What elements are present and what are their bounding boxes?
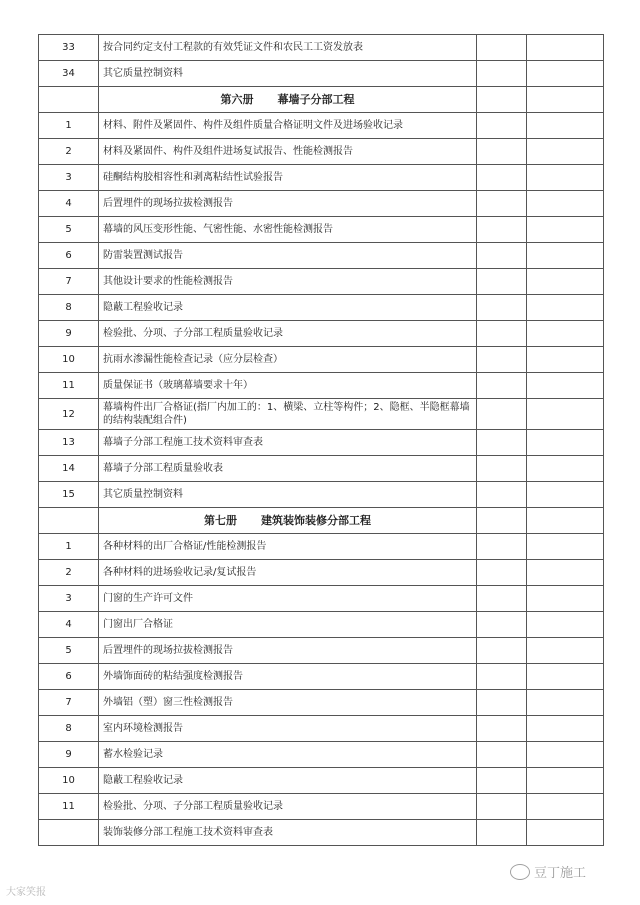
row-number: 2 xyxy=(39,560,99,586)
row-empty-cell xyxy=(527,430,604,456)
row-description: 各种材料的进场验收记录/复试报告 xyxy=(99,560,477,586)
row-number: 14 xyxy=(39,456,99,482)
row-empty-cell xyxy=(477,139,527,165)
row-description: 装饰装修分部工程施工技术资料审查表 xyxy=(99,820,477,846)
section-num-cell xyxy=(39,508,99,534)
table-row xyxy=(39,586,604,612)
row-number: 5 xyxy=(39,638,99,664)
row-description: 幕墙构件出厂合格证(指厂内加工的：1、横梁、立柱等构件；2、隐框、半隐框幕墙的结构装配组合件) xyxy=(99,399,477,430)
row-empty-cell xyxy=(477,612,527,638)
row-description: 室内环境检测报告 xyxy=(99,716,477,742)
row-number: 1 xyxy=(39,534,99,560)
row-description: 防雷装置测试报告 xyxy=(99,243,477,269)
row-empty-cell xyxy=(527,217,604,243)
row-empty-cell xyxy=(477,820,527,846)
row-empty-cell xyxy=(527,820,604,846)
row-empty-cell xyxy=(477,295,527,321)
row-description: 隐蔽工程验收记录 xyxy=(99,295,477,321)
row-number: 3 xyxy=(39,165,99,191)
watermark-right-text: 豆丁施工 xyxy=(534,866,587,881)
section-empty-cell xyxy=(527,87,604,113)
row-empty-cell xyxy=(527,690,604,716)
row-number: 9 xyxy=(39,742,99,768)
row-empty-cell xyxy=(527,534,604,560)
row-description: 按合同约定支付工程款的有效凭证文件和农民工工资发放表 xyxy=(99,35,477,61)
row-description: 其他设计要求的性能检测报告 xyxy=(99,269,477,295)
row-empty-cell xyxy=(527,716,604,742)
row-empty-cell xyxy=(477,456,527,482)
row-description: 幕墙子分部工程施工技术资料审查表 xyxy=(99,430,477,456)
section-title-cell xyxy=(99,87,477,113)
table-row xyxy=(39,820,604,846)
row-number: 1 xyxy=(39,113,99,139)
row-empty-cell xyxy=(527,61,604,87)
table-row xyxy=(39,768,604,794)
row-number: 4 xyxy=(39,612,99,638)
row-description: 检验批、分项、子分部工程质量验收记录 xyxy=(99,321,477,347)
row-empty-cell xyxy=(527,560,604,586)
row-number: 5 xyxy=(39,217,99,243)
wechat-icon xyxy=(510,864,530,880)
section-empty-cell xyxy=(477,87,527,113)
table-row xyxy=(39,430,604,456)
table-row xyxy=(39,456,604,482)
row-empty-cell xyxy=(527,347,604,373)
row-empty-cell xyxy=(477,399,527,430)
row-description: 材料及紧固件、构件及组件进场复试报告、性能检测报告 xyxy=(99,139,477,165)
watermark-right xyxy=(510,862,586,881)
table-row xyxy=(39,482,604,508)
row-number: 7 xyxy=(39,690,99,716)
row-empty-cell xyxy=(477,321,527,347)
table-row xyxy=(39,794,604,820)
table-row xyxy=(39,742,604,768)
row-empty-cell xyxy=(527,794,604,820)
row-description: 硅酮结构胶相容性和剥离粘结性试验报告 xyxy=(99,165,477,191)
row-empty-cell xyxy=(477,534,527,560)
row-empty-cell xyxy=(527,35,604,61)
row-description: 抗雨水渗漏性能检查记录（应分层检查） xyxy=(99,347,477,373)
row-empty-cell xyxy=(477,716,527,742)
row-description: 后置埋件的现场拉拔检测报告 xyxy=(99,638,477,664)
table-row xyxy=(39,716,604,742)
row-number: 10 xyxy=(39,347,99,373)
row-number: 2 xyxy=(39,139,99,165)
section-empty-cell xyxy=(477,508,527,534)
section-empty-cell xyxy=(527,508,604,534)
row-description: 材料、附件及紧固件、构件及组件质量合格证明文件及进场验收记录 xyxy=(99,113,477,139)
table-row xyxy=(39,243,604,269)
row-number: 13 xyxy=(39,430,99,456)
row-empty-cell xyxy=(527,482,604,508)
section-volume: 第六册 xyxy=(220,93,254,106)
row-number: 4 xyxy=(39,191,99,217)
row-empty-cell xyxy=(527,373,604,399)
row-description: 门窗的生产许可文件 xyxy=(99,586,477,612)
row-empty-cell xyxy=(527,139,604,165)
row-number: 6 xyxy=(39,243,99,269)
row-empty-cell xyxy=(527,113,604,139)
row-empty-cell xyxy=(477,768,527,794)
row-number: 11 xyxy=(39,794,99,820)
table-row xyxy=(39,139,604,165)
row-empty-cell xyxy=(477,638,527,664)
row-description: 门窗出厂合格证 xyxy=(99,612,477,638)
row-empty-cell xyxy=(527,456,604,482)
row-description: 其它质量控制资料 xyxy=(99,482,477,508)
row-number: 8 xyxy=(39,295,99,321)
row-empty-cell xyxy=(477,742,527,768)
row-empty-cell xyxy=(477,586,527,612)
row-empty-cell xyxy=(477,373,527,399)
row-description: 后置埋件的现场拉拔检测报告 xyxy=(99,191,477,217)
row-empty-cell xyxy=(477,165,527,191)
row-empty-cell xyxy=(527,295,604,321)
table-row xyxy=(39,664,604,690)
row-description: 检验批、分项、子分部工程质量验收记录 xyxy=(99,794,477,820)
row-number: 12 xyxy=(39,399,99,430)
table-row xyxy=(39,321,604,347)
section-title-cell xyxy=(99,508,477,534)
table-row xyxy=(39,690,604,716)
row-empty-cell xyxy=(527,768,604,794)
row-empty-cell xyxy=(477,664,527,690)
row-empty-cell xyxy=(477,191,527,217)
row-number: 9 xyxy=(39,321,99,347)
row-description: 蓄水检验记录 xyxy=(99,742,477,768)
row-empty-cell xyxy=(477,269,527,295)
table-row xyxy=(39,399,604,430)
row-empty-cell xyxy=(477,347,527,373)
row-empty-cell xyxy=(477,482,527,508)
row-description: 外墙铝（塑）窗三性检测报告 xyxy=(99,690,477,716)
row-empty-cell xyxy=(527,269,604,295)
watermark-left-text: 大家笑报 xyxy=(6,887,46,898)
table-row xyxy=(39,269,604,295)
row-description: 质量保证书（玻璃幕墙要求十年） xyxy=(99,373,477,399)
row-number: 6 xyxy=(39,664,99,690)
row-number: 7 xyxy=(39,269,99,295)
row-description: 隐蔽工程验收记录 xyxy=(99,768,477,794)
table-row xyxy=(39,113,604,139)
row-empty-cell xyxy=(527,664,604,690)
row-empty-cell xyxy=(477,35,527,61)
table-row xyxy=(39,217,604,243)
row-description: 幕墙子分部工程质量验收表 xyxy=(99,456,477,482)
row-number: 10 xyxy=(39,768,99,794)
table-row xyxy=(39,295,604,321)
row-number xyxy=(39,820,99,846)
row-empty-cell xyxy=(477,430,527,456)
row-empty-cell xyxy=(527,586,604,612)
row-description: 外墙饰面砖的粘结强度检测报告 xyxy=(99,664,477,690)
row-empty-cell xyxy=(527,165,604,191)
row-empty-cell xyxy=(527,321,604,347)
row-description: 其它质量控制资料 xyxy=(99,61,477,87)
table-row xyxy=(39,61,604,87)
row-empty-cell xyxy=(477,794,527,820)
section-name: 幕墙子分部工程 xyxy=(277,93,355,106)
row-empty-cell xyxy=(527,638,604,664)
table-row xyxy=(39,373,604,399)
row-number: 8 xyxy=(39,716,99,742)
row-description: 幕墙的风压变形性能、气密性能、水密性能检测报告 xyxy=(99,217,477,243)
row-empty-cell xyxy=(527,612,604,638)
table-row xyxy=(39,534,604,560)
document-table xyxy=(38,34,604,846)
table-row xyxy=(39,638,604,664)
section-header-row xyxy=(39,87,604,113)
table-row xyxy=(39,612,604,638)
row-empty-cell xyxy=(477,690,527,716)
row-empty-cell xyxy=(527,243,604,269)
row-empty-cell xyxy=(477,243,527,269)
table-row xyxy=(39,191,604,217)
section-volume: 第七册 xyxy=(204,514,237,527)
row-number: 3 xyxy=(39,586,99,612)
section-header-row xyxy=(39,508,604,534)
row-empty-cell xyxy=(527,399,604,430)
section-name: 建筑装饰装修分部工程 xyxy=(261,514,371,527)
row-number: 34 xyxy=(39,61,99,87)
row-number: 33 xyxy=(39,35,99,61)
row-empty-cell xyxy=(477,560,527,586)
watermark-left xyxy=(6,883,46,898)
row-empty-cell xyxy=(477,113,527,139)
table-row xyxy=(39,35,604,61)
section-num-cell xyxy=(39,87,99,113)
row-number: 11 xyxy=(39,373,99,399)
table-row xyxy=(39,347,604,373)
row-empty-cell xyxy=(477,217,527,243)
row-empty-cell xyxy=(477,61,527,87)
table-row xyxy=(39,560,604,586)
row-empty-cell xyxy=(527,742,604,768)
row-empty-cell xyxy=(527,191,604,217)
row-number: 15 xyxy=(39,482,99,508)
row-description: 各种材料的出厂合格证/性能检测报告 xyxy=(99,534,477,560)
table-row xyxy=(39,165,604,191)
